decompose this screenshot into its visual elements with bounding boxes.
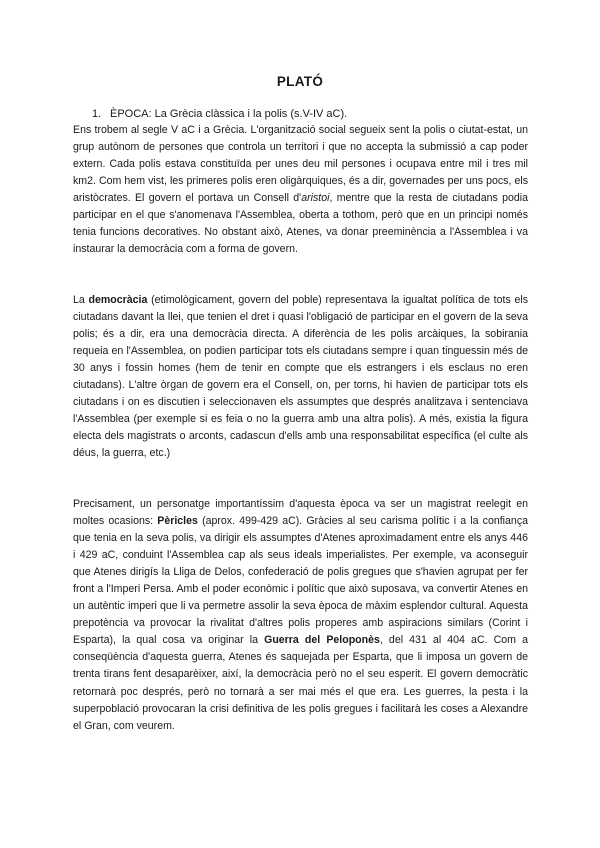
paragraph-1 [73,122,528,258]
paragraph-1-text-a: Ens trobem al segle V aC i a Grècia. L'organització social segueix sent la polis o ciutat-estat, un grup autònom de persones que controla un territori i que no accepta la submissió a cap poder extern. Cada polis estava constituïda per unes deu mil persones i ocupava entre mil i tres mil km2. Com hem vist, les primeres polis eren oligàrquiques, és a dir, governades per uns pocs, els aristòcrates. El govern el portava un Consell d' [73,124,528,205]
paragraph-3-bold-name: Pèricles [157,515,198,528]
paragraph-3 [73,496,528,735]
section-heading [92,106,347,123]
paragraph-3-text-a: Precisament, un personatge importantíssim d'aquesta època va ser un magistrat reelegit en moltes ocasions: [73,498,528,528]
paragraph-2-bold-term: democràcia [88,294,148,306]
paragraph-2-text-a: La [73,294,89,306]
paragraph-2 [73,292,528,462]
paragraph-1-text-b: , mentre que la resta de ciutadans podia participar en el que s'anomenava l'Assemblea, oberta a tothom, però que en un principi només tenia funcions decoratives. No obstant això, Atenes, va donar preeminència a l'Assemblea i va instaurar la democràcia com a forma de govern. [73,192,528,256]
paragraph-3-bold-war: Guerra del Peloponès [264,634,380,647]
page-title: PLATÓ [276,74,324,89]
paragraph-3-text-c: , del 431 al 404 aC. Com a conseqüència d'aquesta guerra, Atenes és saquejada per Esparta, que li imposa un govern de trenta tirans fent desaparèixer, així, la democràcia però no el seu esperit. El govern democràtic retornarà poc després, però no tornarà a ser mai més el que era. Les guerres, la pesta i la superpoblació provocaran la crisi definitiva de les polis gregues i facilitarà les coses a Alexandre el Gran, com veurem. [73,634,528,732]
paragraph-2-text-b: (etimològicament, govern del poble) representava la igualtat política de tots els ciutadans davant la llei, que tenien el dret i quasi l'obligació de participar en el govern de la seva polis; és a dir, era una democràcia directa. A diferència de les polis arcàiques, la sobirania requeia en l'Assemblea, on podien participar tots els ciutadans sempre i quan tinguessin més de 30 anys i fossin homes (hem de tenir en compte que els estrangers i els esclaus no eren ciutadans). L'altre òrgan de govern era el Consell, on, per torns, hi havien de participar tots els ciutadans i on es discutien i seleccionaven els assumptes que després analitzava i sentenciava l'Assemblea (per exemple si es feia o no la guerra amb una altra polis). A més, existia la figura electa dels magistrats o arconts, cadascun d'ells amb una responsabilitat específica (el culte als déus, la guerra, etc.) [73,294,528,460]
section-label: ÈPOCA: La Grècia clàssica i la polis (s.V-IV aC). [110,108,348,120]
section-number: 1. [92,108,102,120]
paragraph-3-text-b: (aprox. 499-429 aC). Gràcies al seu carisma polític i a la confiança que tenia en la seva polis, va dirigir els assumptes d'Atenes aproximadament entre els anys 446 i 429 aC, conduint l'Assemblea cap als seus ideals imperialistes. Per exemple, va aconseguir que Atenes dirigís la Lliga de Delos, confederació de polis gregues que s'havien agrupat per fer front a l'Imperi Persa. Amb el poder econòmic i polític que això suposava, va convertir Atenes en un autèntic imperi que li va permetre assolir la seva època de màxim esplendor cultural. Aquesta prepotència va provocar la rivalitat d'altres polis properes amb aspiracions similars (Corint i Esparta), la qual cosa va originar la [73,515,529,647]
paragraph-1-italic-term: aristoi [301,192,330,205]
